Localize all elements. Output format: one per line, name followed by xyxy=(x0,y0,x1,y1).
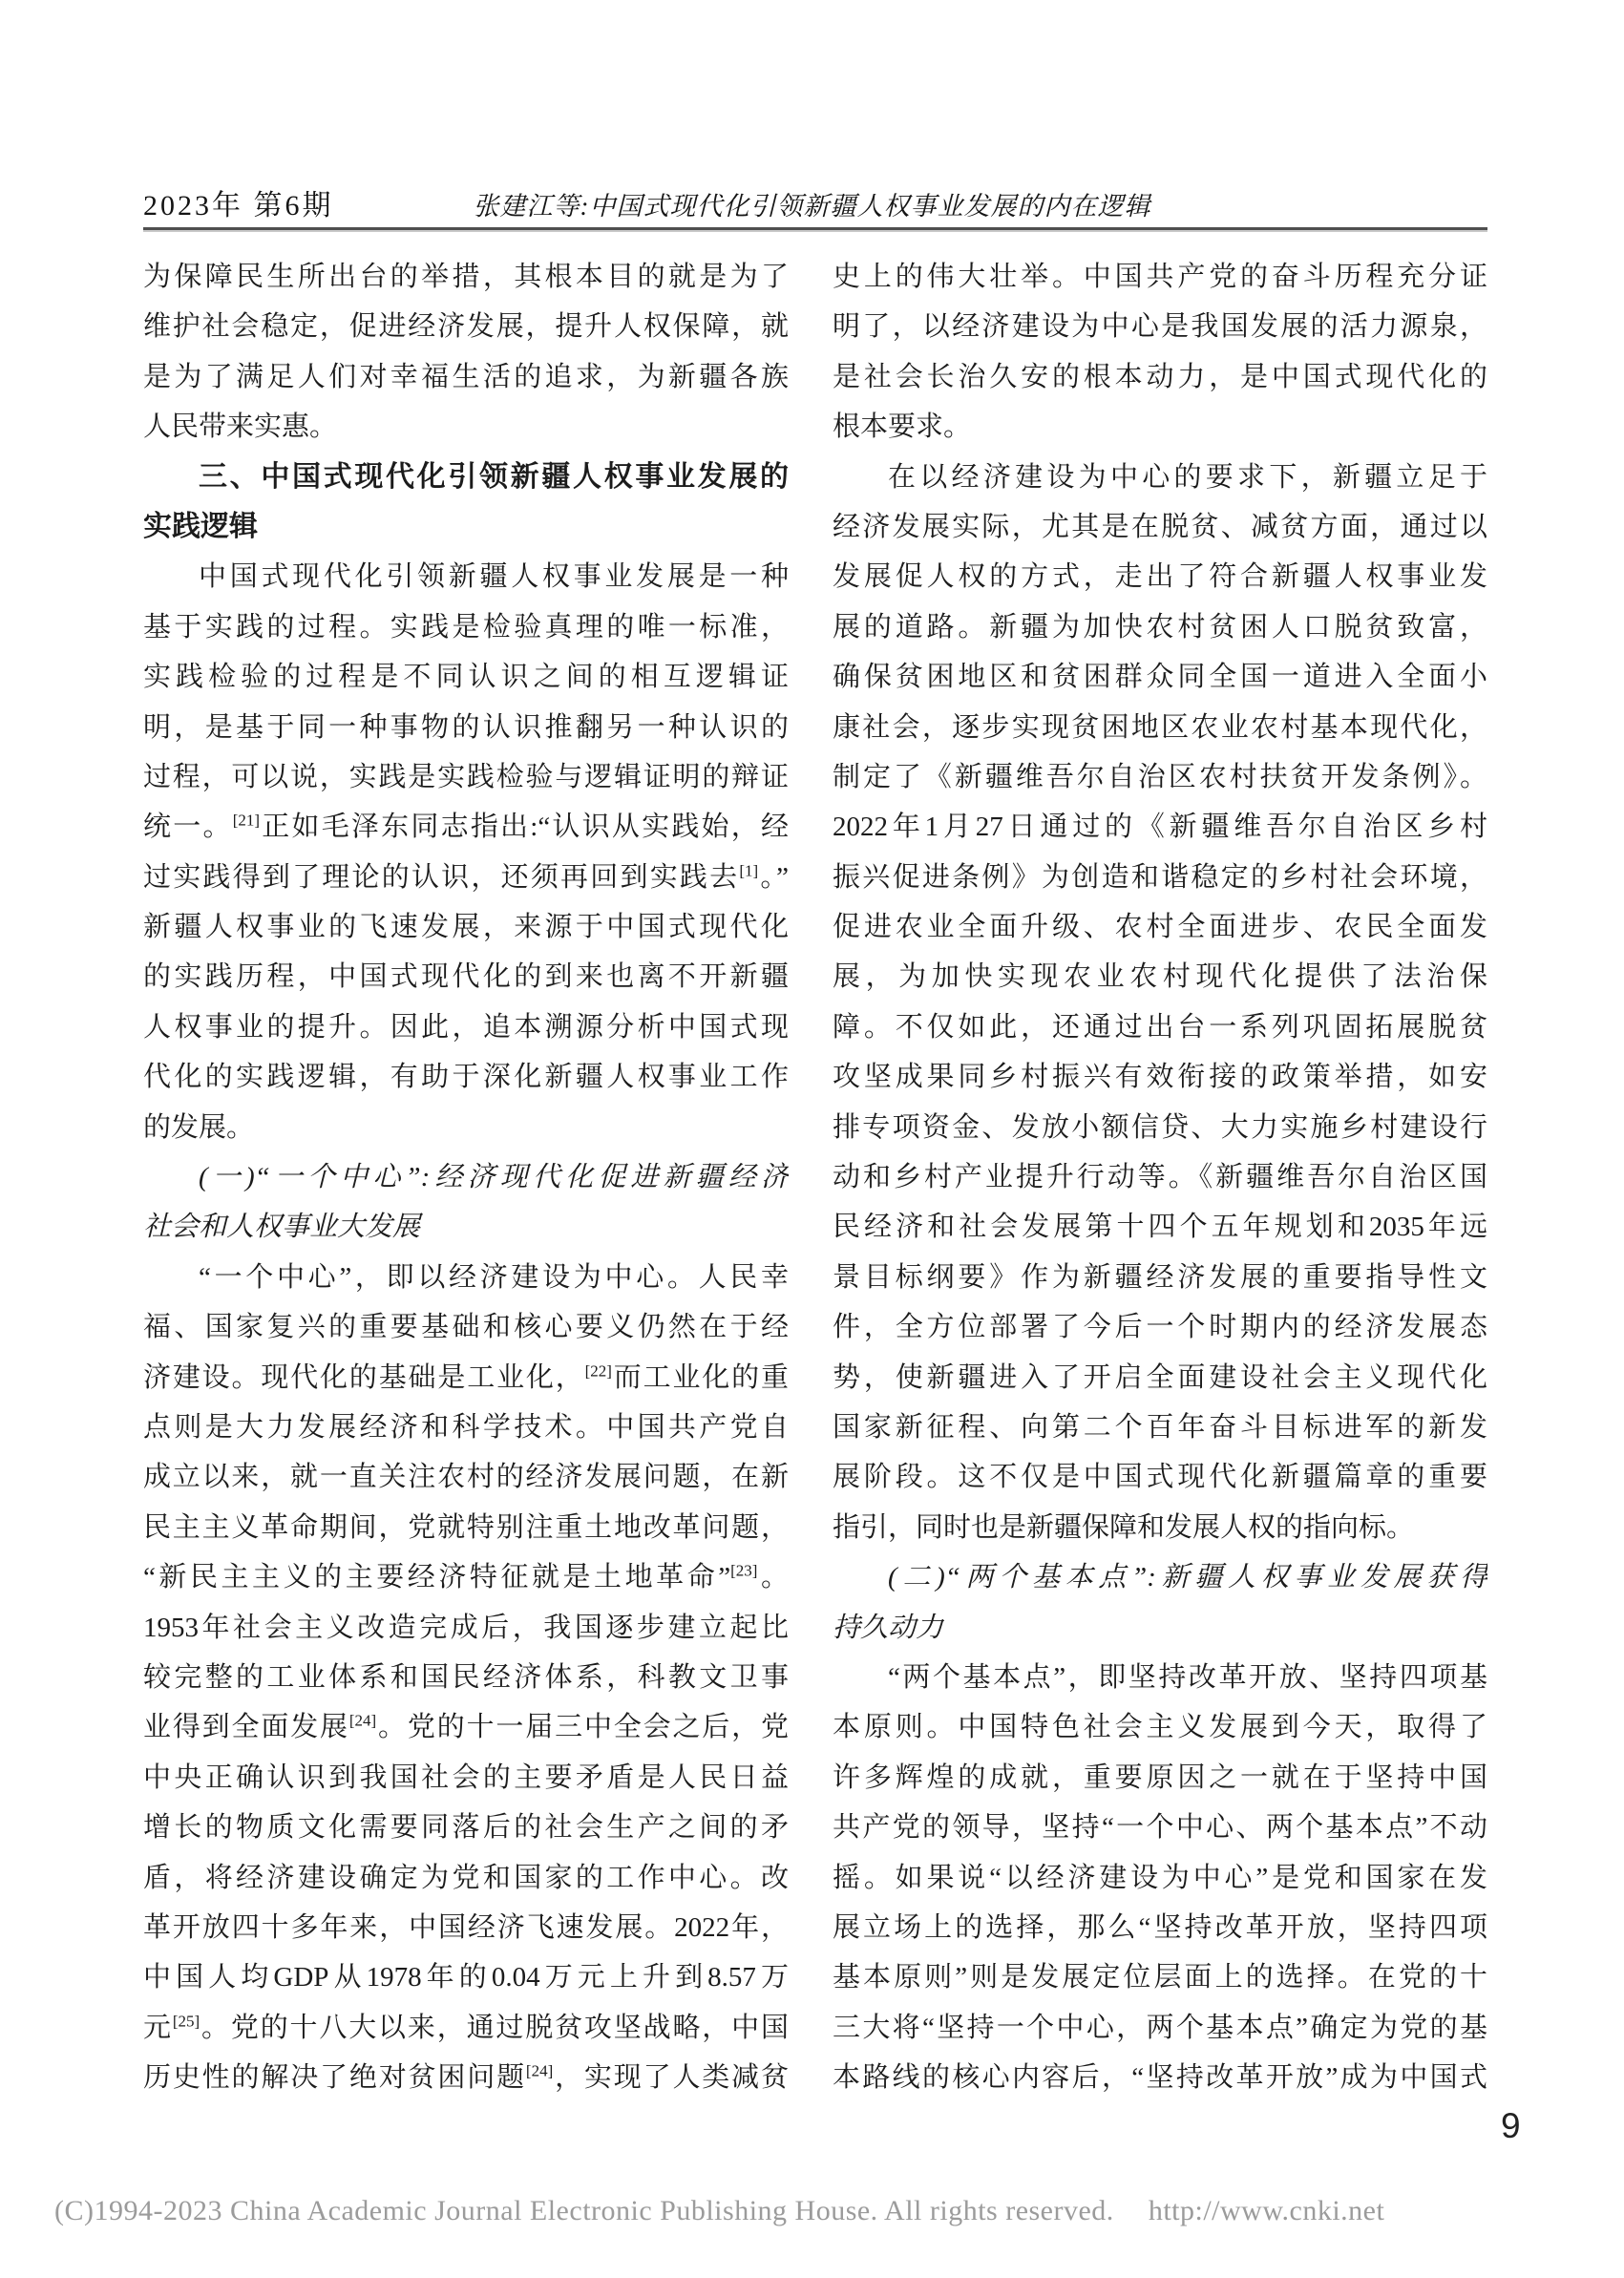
text-line: 指引，同时也是新疆保障和发展人权的指向标。 xyxy=(833,1511,1415,1543)
text-line: 康社会，逐步实现贫困地区农业农村基本现代化， xyxy=(833,711,1487,743)
footnote-ref: [22] xyxy=(584,1360,612,1380)
text-line: 革开放四十多年来，中国经济飞速发展。2022年， xyxy=(143,1911,789,1943)
text-line: 为保障民生所出台的举措，其根本目的就是为了 xyxy=(143,262,789,292)
footnote-ref: [21] xyxy=(232,811,261,830)
text-line: 增长的物质文化需要同落后的社会生产之间的矛 xyxy=(143,1812,789,1844)
text-line: 展立场上的选择，那么“坚持改革开放，坚持四项 xyxy=(833,1911,1487,1943)
text-line: 代化的实践逻辑，有助于深化新疆人权事业工作 xyxy=(143,1062,789,1093)
text-line: 促进农业全面升级、农村全面进步、农民全面发 xyxy=(833,912,1487,943)
text-line: 实践逻辑 xyxy=(143,510,258,542)
text-line: 史上的伟大壮举。中国共产党的奋斗历程充分证 xyxy=(833,262,1487,292)
text-line: 人权事业的提升。因此，追本溯源分析中国式现 xyxy=(143,1011,789,1043)
text-line: 是为了满足人们对幸福生活的追求，为新疆各族 xyxy=(143,361,789,392)
text-line: 元[25]。党的十八大以来，通过脱贫攻坚战略，中国 xyxy=(143,2012,789,2043)
text-line: (二)“两个基本点”:新疆人权事业发展获得 xyxy=(888,1562,1487,1593)
text-line: 过实践得到了理论的认识，还须再回到实践去[1]。” xyxy=(143,861,789,893)
text-line: 明了，以经济建设为中心是我国发展的活力源泉， xyxy=(833,311,1487,343)
text-line: 障。不仅如此，还通过出台一系列巩固拓展脱贫 xyxy=(833,1011,1487,1043)
text-line: 成立以来，就一直关注农村的经济发展问题，在新 xyxy=(143,1462,789,1493)
text-line: 社会和人权事业大发展 xyxy=(143,1212,421,1243)
text-line: 展阶段。这不仅是中国式现代化新疆篇章的重要 xyxy=(833,1462,1487,1493)
text-line: 较完整的工业体系和国民经济体系，科教文卫事 xyxy=(143,1661,789,1693)
text-line: 实践检验的过程是不同认识之间的相互逻辑证 xyxy=(143,662,789,693)
text-line: 经济发展实际，尤其是在脱贫、减贫方面，通过以 xyxy=(833,511,1487,542)
text-line: 历史性的解决了绝对贫困问题[24]，实现了人类减贫 xyxy=(143,2061,789,2094)
text-line: 本路线的核心内容后，“坚持改革开放”成为中国式 xyxy=(833,2062,1487,2094)
text-line: “一个中心”，即以经济建设为中心。人民幸 xyxy=(199,1261,789,1293)
footer-url: http://www.cnki.net xyxy=(1148,2195,1385,2226)
footnote-ref: [24] xyxy=(348,1711,377,1730)
text-line: 点则是大力发展经济和科学技术。中国共产党自 xyxy=(143,1411,789,1443)
text-line: 发展促人权的方式，走出了符合新疆人权事业发 xyxy=(833,561,1487,593)
page-number: 9 xyxy=(1501,2106,1521,2145)
text-line: 展，为加快实现农业农村现代化提供了法治保 xyxy=(833,961,1487,993)
text-line: 福、国家复兴的重要基础和核心要义仍然在于经 xyxy=(143,1312,789,1343)
text-line: 盾，将经济建设确定为党和国家的工作中心。改 xyxy=(143,1862,789,1893)
text-line: 民主主义革命期间，党就特别注重土地改革问题， xyxy=(143,1511,789,1543)
journal-issue-label: 2023年 第6期 xyxy=(143,190,334,221)
column-right xyxy=(833,252,1487,2102)
text-line: 展的道路。新疆为加快农村贫困人口脱贫致富， xyxy=(833,611,1487,643)
text-line: 攻坚成果同乡村振兴有效衔接的政策举措，如安 xyxy=(833,1062,1487,1093)
column-left xyxy=(143,252,789,2102)
text-line: 济建设。现代化的基础是工业化，[22]而工业化的重 xyxy=(143,1360,789,1393)
footnote-ref: [1] xyxy=(739,861,759,880)
text-line: 的实践历程，中国式现代化的到来也离不开新疆 xyxy=(143,961,789,993)
text-line: “新民主主义的主要经济特征就是土地革命”[23]。 xyxy=(143,1561,789,1593)
text-line: (一)“一个中心”:经济现代化促进新疆经济 xyxy=(199,1162,789,1193)
text-line: 确保贫困地区和贫困群众同全国一道进入全面小 xyxy=(833,662,1487,693)
text-line: “两个基本点”，即坚持改革开放、坚持四项基 xyxy=(888,1661,1487,1693)
text-line: 振兴促进条例》为创造和谐稳定的乡村社会环境， xyxy=(833,861,1487,893)
text-line: 动和乡村产业提升行动等。《新疆维吾尔自治区国 xyxy=(833,1162,1487,1193)
text-line: 1953年社会主义改造完成后，我国逐步建立起比 xyxy=(143,1612,789,1643)
text-line: 人民带来实惠。 xyxy=(143,411,338,443)
text-line: 许多辉煌的成就，重要原因之一就在于坚持中国 xyxy=(833,1761,1487,1793)
text-line: 件，全方位部署了今后一个时期内的经济发展态 xyxy=(833,1312,1487,1343)
text-line: 根本要求。 xyxy=(833,411,972,443)
text-line: 中国式现代化引领新疆人权事业发展是一种 xyxy=(199,561,789,593)
text-line: 排专项资金、发放小额信贷、大力实施乡村建设行 xyxy=(833,1111,1487,1143)
text-line: 势，使新疆进入了开启全面建设社会主义现代化 xyxy=(833,1361,1487,1393)
text-line: 统一。[21]正如毛泽东同志指出:“认识从实践始，经 xyxy=(143,811,789,843)
footnote-ref: [25] xyxy=(172,2012,200,2031)
text-line: 共产党的领导，坚持“一个中心、两个基本点”不动 xyxy=(833,1812,1487,1844)
text-line: 国家新征程、向第二个百年奋斗目标进军的新发 xyxy=(833,1411,1487,1443)
text-line: 中央正确认识到我国社会的主要矛盾是人民日益 xyxy=(143,1761,789,1793)
footer xyxy=(54,2195,1384,2227)
footnote-ref: [24] xyxy=(525,2061,554,2080)
text-line: 是社会长治久安的根本动力，是中国式现代化的 xyxy=(833,361,1487,392)
text-line: 景目标纲要》作为新疆经济发展的重要指导性文 xyxy=(833,1261,1487,1293)
text-line: 本原则。中国特色社会主义发展到今天，取得了 xyxy=(833,1712,1487,1743)
footnote-ref: [23] xyxy=(730,1561,758,1580)
text-line: 摇。如果说“以经济建设为中心”是党和国家在发 xyxy=(833,1862,1487,1893)
text-line: 过程，可以说，实践是实践检验与逻辑证明的辩证 xyxy=(143,761,789,792)
text-line: 2022年1月27日通过的《新疆维吾尔自治区乡村 xyxy=(833,812,1487,843)
text-line: 明，是基于同一种事物的认识推翻另一种认识的 xyxy=(143,711,789,743)
text-line: 民经济和社会发展第十四个五年规划和2035年远 xyxy=(833,1212,1487,1243)
text-line: 维护社会稳定，促进经济发展，提升人权保障，就 xyxy=(143,311,789,343)
text-line: 三大将“坚持一个中心，两个基本点”确定为党的基 xyxy=(833,2012,1487,2043)
text-line: 持久动力 xyxy=(833,1612,944,1643)
text-line: 中国人均GDP从1978年的0.04万元上升到8.57万 xyxy=(143,1962,789,1993)
text-line: 的发展。 xyxy=(143,1111,255,1143)
text-line: 基于实践的过程。实践是检验真理的唯一标准， xyxy=(143,611,789,643)
footer-copyright: (C)1994-2023 China Academic Journal Electronic Publishing House. All rights reserved. xyxy=(54,2195,1114,2226)
text-line: 业得到全面发展[24]。党的十一届三中全会之后，党 xyxy=(143,1711,789,1743)
text-line: 在以经济建设为中心的要求下，新疆立足于 xyxy=(888,461,1487,493)
header-rule xyxy=(143,227,1487,232)
text-line: 制定了《新疆维吾尔自治区农村扶贫开发条例》。 xyxy=(833,761,1487,792)
text-line: 三、中国式现代化引领新疆人权事业发展的 xyxy=(199,460,789,493)
running-title: 张建江等:中国式现代化引领新疆人权事业发展的内在逻辑 xyxy=(473,192,1151,221)
text-line: 基本原则”则是发展定位层面上的选择。在党的十 xyxy=(833,1962,1487,1993)
text-line: 新疆人权事业的飞速发展，来源于中国式现代化 xyxy=(143,912,789,943)
